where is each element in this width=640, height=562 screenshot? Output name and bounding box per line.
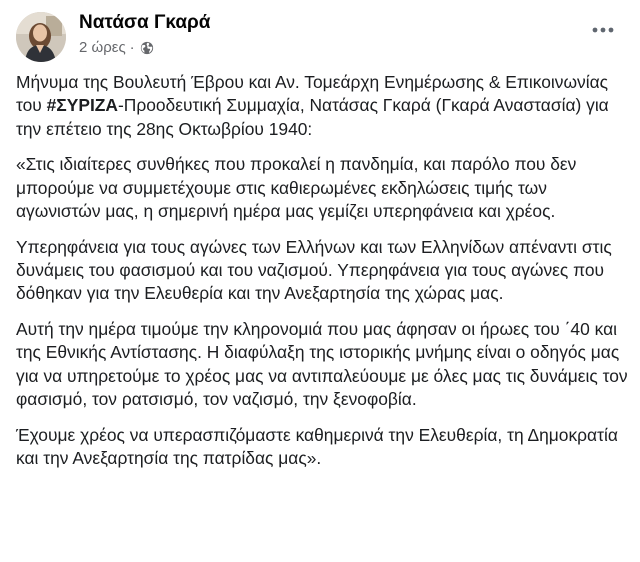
- intro-text-after: -Προοδευτική Συμμαχία, Νατάσας Γκαρά (Γκαρά Αναστασία) για την επέτειο της 28ης Οκτωβρίου 1940:: [16, 95, 609, 139]
- profile-photo: [16, 12, 66, 62]
- post-paragraph-2: Υπερηφάνεια για τους αγώνες των Ελλήνων και των Ελληνίδων απέναντι στις δυνάμεις του φασισμού και του ναζισμού. Υπερηφάνεια για τους αγώνες που δόθηκαν για την Ελευθερία και την Ανεξαρτησία της χώρας μας.: [16, 236, 612, 304]
- globe-icon[interactable]: [140, 41, 154, 55]
- author-avatar[interactable]: [16, 12, 66, 62]
- post-paragraph-4: Έχουμε χρέος να υπερασπιζόμαστε καθημερινά την Ελευθερία, τη Δημοκρατία και την Ανεξαρτησία της πατρίδας μας».: [16, 424, 618, 469]
- post-time[interactable]: 2 ώρες: [79, 39, 126, 56]
- post-text: [16, 71, 628, 483]
- more-horizontal-icon: [592, 27, 614, 33]
- meta-separator: ·: [129, 39, 135, 56]
- hashtag-link[interactable]: #ΣΥΡΙΖΑ: [46, 95, 118, 116]
- post-intro: [16, 71, 628, 141]
- post-paragraph-1: «Στις ιδιαίτερες συνθήκες που προκαλεί η πανδημία, και παρόλο που δεν μπορούμε να συμμετέχουμε στις καθιερωμένες εκδηλώσεις τιμής των αγωνιστών μας, η σημερινή ημέρα μας γεμίζει υπερηφάνεια και χρέος.: [16, 154, 577, 221]
- post-header: [16, 10, 624, 62]
- post-meta: [79, 39, 154, 56]
- post-paragraph-3: Αυτή την ημέρα τιμούμε την κληρονομιά που μας άφησαν οι ήρωες του ΄40 και της Εθνικής Αντίστασης. Η διαφύλαξη της ιστορικής μνήμης είναι ο οδηγός μας για να υπηρετούμε το χρέος μας να αντιπαλεύουμε με όλες μας τις δυνάμεις τον φασισμό, τον ρατσισμό, τον ναζισμό, την ξενοφοβία.: [16, 319, 628, 410]
- intro-text-before: Μήνυμα της Βουλευτή Έβρου και Αν. Τομεάρχη Ενημέρωσης & Επικοινωνίας του: [16, 72, 609, 116]
- more-options-button[interactable]: [588, 18, 618, 42]
- author-name[interactable]: Νατάσα Γκαρά: [79, 12, 211, 33]
